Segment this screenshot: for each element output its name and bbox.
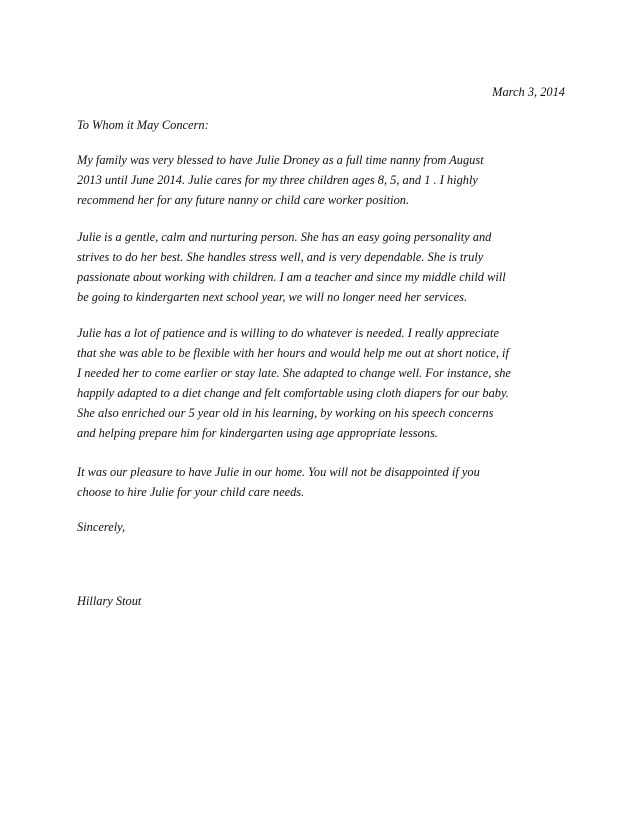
- paragraph-4: [77, 462, 577, 502]
- paragraph-line: happily adapted to a diet change and felt comfortable using cloth diapers for our baby.: [77, 386, 509, 400]
- paragraph-line: It was our pleasure to have Julie in our home. You will not be disappointed if you: [77, 465, 480, 479]
- paragraph-line: She also enriched our 5 year old in his learning, by working on his speech concerns: [77, 406, 494, 420]
- paragraph-line: and helping prepare him for kindergarten using age appropriate lessons.: [77, 426, 438, 440]
- paragraph-line: 2013 until June 2014. Julie cares for my three children ages 8, 5, and 1 . I highly: [77, 173, 478, 187]
- salutation: To Whom it May Concern:: [77, 118, 209, 132]
- paragraph-1: [77, 150, 577, 210]
- paragraph-line: recommend her for any future nanny or child care worker position.: [77, 193, 410, 207]
- paragraph-line: be going to kindergarten next school year, we will no longer need her services.: [77, 290, 468, 304]
- signature-name: Hillary Stout: [77, 594, 142, 608]
- paragraph-line: Julie has a lot of patience and is willing to do whatever is needed. I really appreciate: [77, 326, 500, 340]
- paragraph-line: My family was very blessed to have Julie Droney as a full time nanny from August: [77, 153, 484, 167]
- paragraph-2: [77, 227, 577, 307]
- paragraph-line: I needed her to come earlier or stay late. She adapted to change well. For instance, she: [77, 366, 511, 380]
- letter-date: March 3, 2014: [492, 85, 565, 99]
- paragraph-line: that she was able to be flexible with her hours and would help me out at short notice, if: [77, 346, 509, 360]
- paragraph-line: strives to do her best. She handles stress well, and is very dependable. She is truly: [77, 250, 484, 264]
- closing: Sincerely,: [77, 520, 126, 534]
- paragraph-line: passionate about working with children. I am a teacher and since my middle child will: [77, 270, 506, 284]
- paragraph-line: choose to hire Julie for your child care needs.: [77, 485, 305, 499]
- paragraph-line: Julie is a gentle, calm and nurturing person. She has an easy going personality and: [77, 230, 492, 244]
- paragraph-3: [77, 323, 577, 443]
